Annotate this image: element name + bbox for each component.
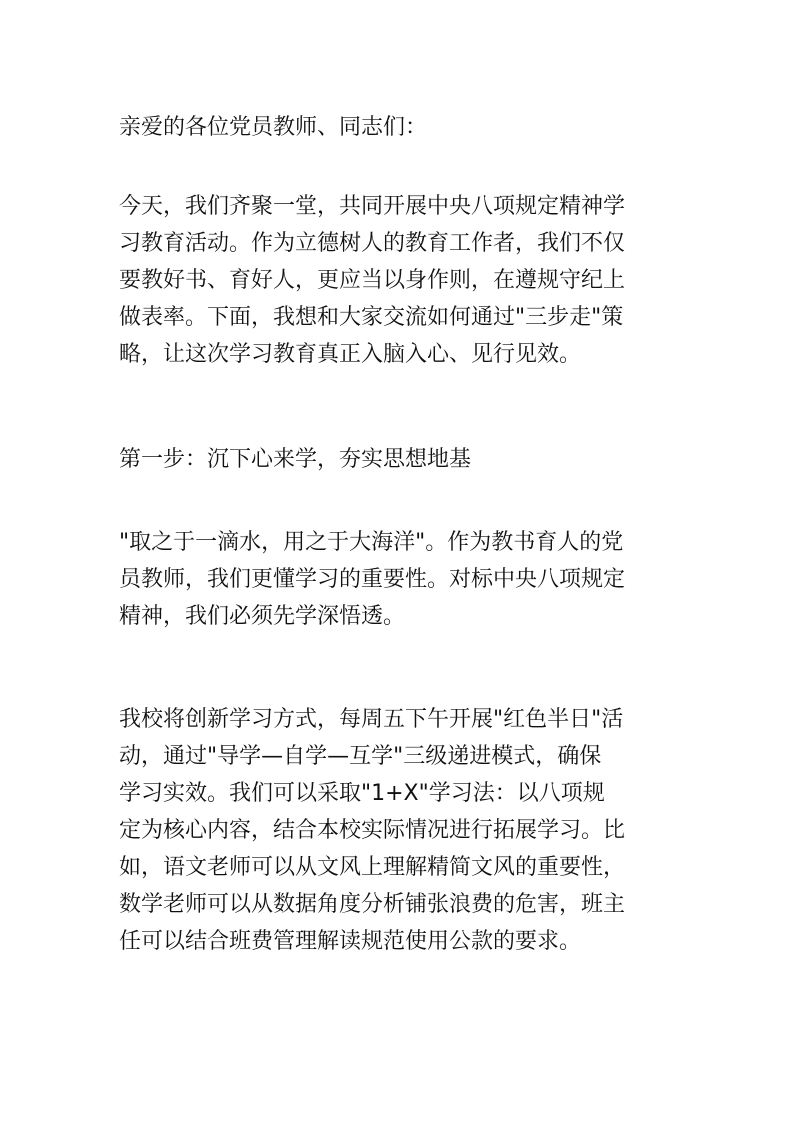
section-heading: 第一步：沉下心来学，夯实思想地基 bbox=[119, 447, 472, 472]
paragraph-line: 今天，我们齐聚一堂，共同开展中央八项规定精神学 bbox=[119, 194, 626, 219]
paragraph-line: 数学老师可以从数据角度分析铺张浪费的危害，班主 bbox=[119, 892, 626, 917]
paragraph-line: 定为核心内容，结合本校实际情况进行拓展学习。比 bbox=[119, 818, 626, 843]
paragraph-line: "取之于一滴水，用之于大海洋"。作为教书育人的党 bbox=[119, 530, 624, 555]
paragraph-line: 学习实效。我们可以采取"1+X"学习法：以八项规 bbox=[119, 781, 605, 806]
paragraph-line: 我校将创新学习方式，每周五下午开展"红色半日"活 bbox=[119, 707, 624, 732]
paragraph-line: 习教育活动。作为立德树人的教育工作者，我们不仅 bbox=[119, 231, 626, 256]
paragraph-line: 动，通过"导学—自学—互学"三级递进模式，确保 bbox=[119, 744, 602, 769]
paragraph-line: 任可以结合班费管理解读规范使用公款的要求。 bbox=[119, 929, 582, 954]
paragraph-line: 略，让这次学习教育真正入脑入心、见行见效。 bbox=[119, 342, 582, 367]
paragraph-line: 如，语文老师可以从文风上理解精简文风的重要性， bbox=[119, 855, 626, 880]
paragraph-line: 精神，我们必须先学深悟透。 bbox=[119, 604, 406, 629]
paragraph-line: 员教师，我们更懂学习的重要性。对标中央八项规定 bbox=[119, 567, 626, 592]
paragraph-line: 要教好书、育好人，更应当以身作则，在遵规守纪上 bbox=[119, 268, 626, 293]
paragraph-line: 做表率。下面，我想和大家交流如何通过"三步走"策 bbox=[119, 305, 624, 330]
salutation: 亲爱的各位党员教师、同志们： bbox=[119, 115, 428, 140]
